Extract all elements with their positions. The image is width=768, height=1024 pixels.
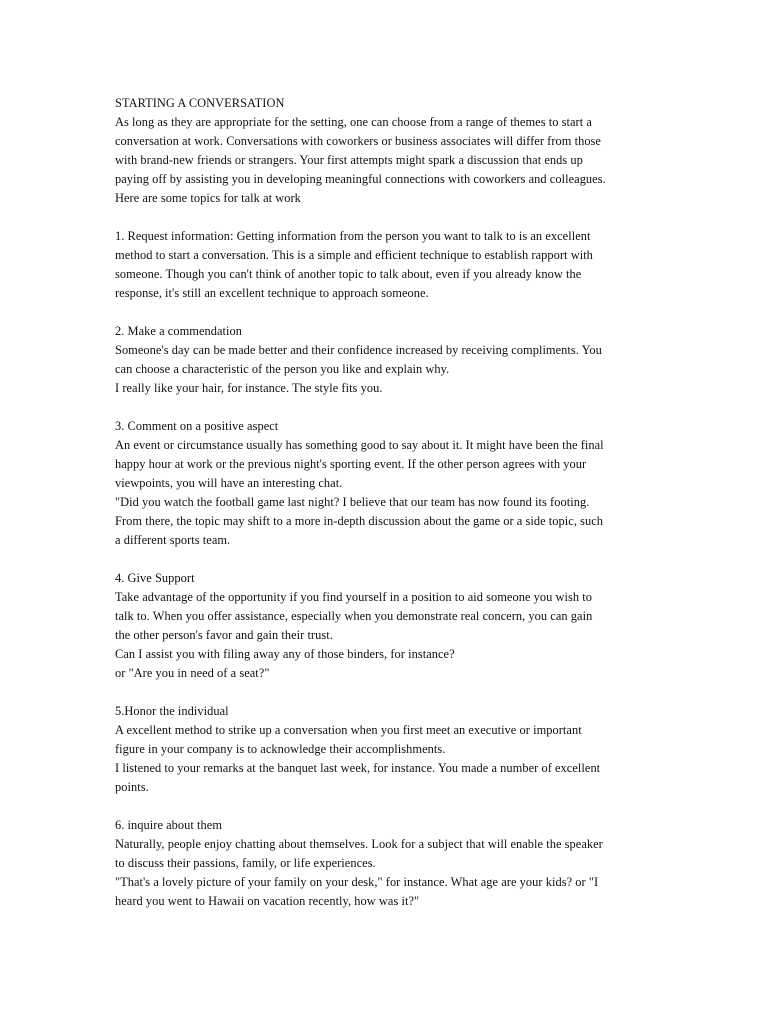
section-honor-individual [115,702,655,797]
section-text-line: From there, the topic may shift to a more in-depth discussion about the game or a side topic, such [115,514,604,528]
section-text-line: method to start a conversation. This is a simple and efficient technique to establish rapport with [115,248,593,262]
section-text-line: "That's a lovely picture of your family on your desk," for instance. What age are your kids? or "I [115,875,599,889]
section-inquire-about-them [115,816,655,911]
intro-line: Here are some topics for talk at work [115,191,301,205]
section-text-line: points. [115,780,149,794]
section-text-line: the other person's favor and gain their trust. [115,628,333,642]
section-text-line: viewpoints, you will have an interesting chat. [115,476,343,490]
document-body [115,94,655,930]
section-text-line: talk to. When you offer assistance, especially when you demonstrate real concern, you can gain [115,609,593,623]
section-heading: 2. Make a commendation [115,324,243,338]
intro-line: paying off by assisting you in developing meaningful connections with coworkers and colleagues. [115,172,606,186]
section-request-information [115,227,655,303]
section-text-line: response, it's still an excellent technique to approach someone. [115,286,429,300]
section-text-line: or "Are you in need of a seat?" [115,666,270,680]
section-text-line: can choose a characteristic of the person you like and explain why. [115,362,450,376]
section-text-line: 1. Request information: Getting information from the person you want to talk to is an excellent [115,229,591,243]
intro-line: As long as they are appropriate for the setting, one can choose from a range of themes to start a [115,115,592,129]
section-text-line: I listened to your remarks at the banquet last week, for instance. You made a number of excellent [115,761,601,775]
section-make-commendation [115,322,655,398]
section-text-line: heard you went to Hawaii on vacation recently, how was it?" [115,894,420,908]
section-text-line: I really like your hair, for instance. The style fits you. [115,381,383,395]
intro-block [115,94,655,208]
document-title: STARTING A CONVERSATION [115,96,285,110]
section-text-line: someone. Though you can't think of another topic to talk about, even if you already know the [115,267,582,281]
section-heading: 5.Honor the individual [115,704,229,718]
section-heading: 3. Comment on a positive aspect [115,419,279,433]
intro-line: conversation at work. Conversations with coworkers or business associates will differ from those [115,134,601,148]
section-text-line: figure in your company is to acknowledge their accomplishments. [115,742,446,756]
section-text-line: A excellent method to strike up a conversation when you first meet an executive or important [115,723,582,737]
section-give-support [115,569,655,683]
section-text-line: An event or circumstance usually has something good to say about it. It might have been the final [115,438,604,452]
section-heading: 4. Give Support [115,571,195,585]
intro-line: with brand-new friends or strangers. Your first attempts might spark a discussion that ends up [115,153,583,167]
section-text-line: Someone's day can be made better and their confidence increased by receiving compliments. You [115,343,602,357]
section-text-line: Take advantage of the opportunity if you find yourself in a position to aid someone you wish to [115,590,593,604]
section-text-line: happy hour at work or the previous night's sporting event. If the other person agrees with your [115,457,587,471]
section-text-line: "Did you watch the football game last night? I believe that our team has now found its footing. [115,495,590,509]
section-text-line: to discuss their passions, family, or life experiences. [115,856,376,870]
section-text-line: a different sports team. [115,533,231,547]
section-text-line: Can I assist you with filing away any of those binders, for instance? [115,647,455,661]
section-positive-aspect [115,417,655,550]
section-text-line: Naturally, people enjoy chatting about themselves. Look for a subject that will enable the speaker [115,837,603,851]
section-heading: 6. inquire about them [115,818,223,832]
